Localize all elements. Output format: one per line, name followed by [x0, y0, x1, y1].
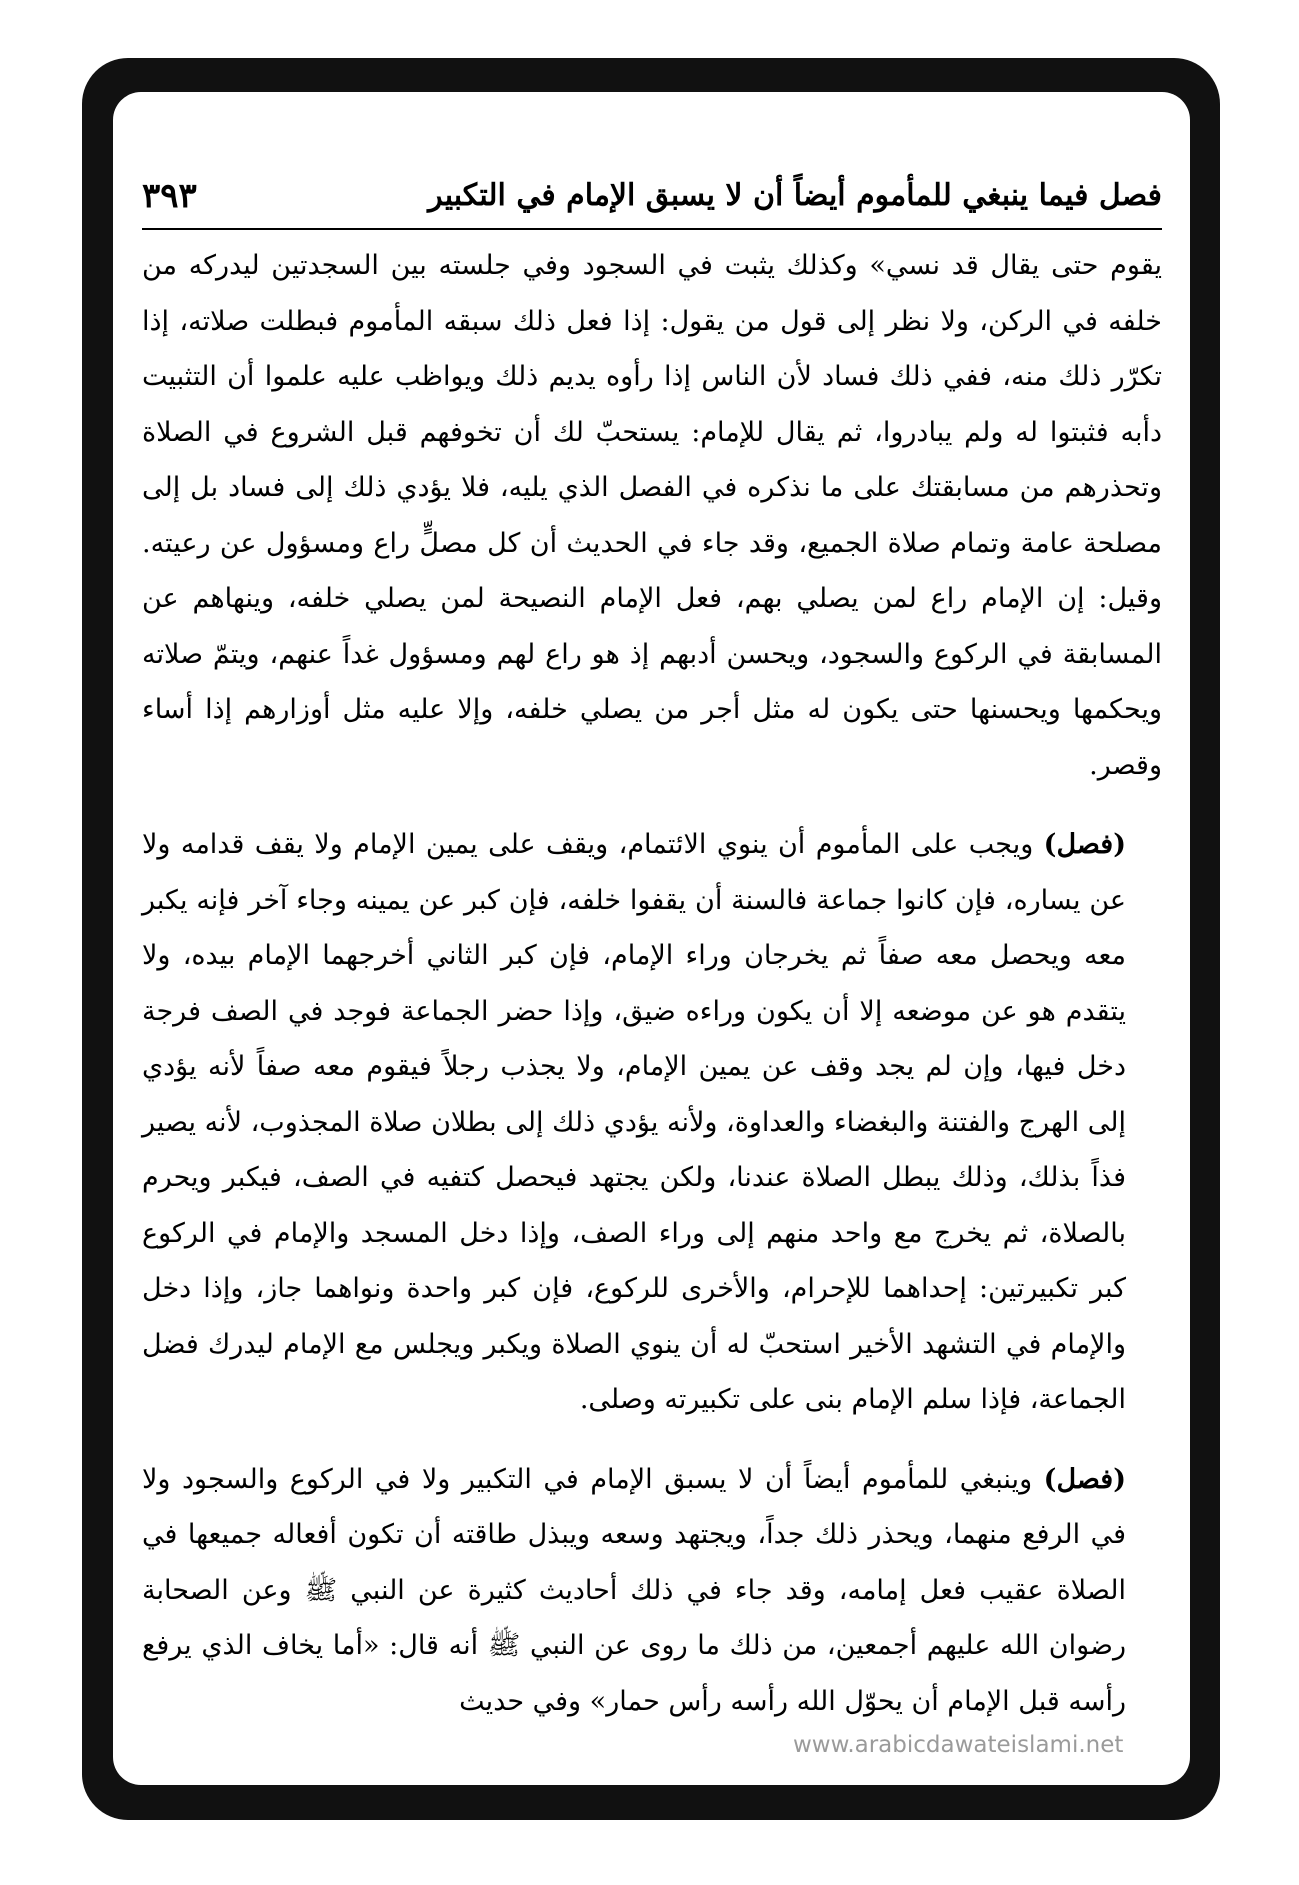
paragraph-3-text: وينبغي للمأموم أيضاً أن لا يسبق الإمام في التكبير ولا في الركوع والسجود ولا في الرفع منهما، ويحذر ذلك جداً، ويجتهد وسعه ويبذل طاقته أن تكون أفعاله جميعها في الصلاة عقيب فعل إمامه، وقد جاء في ذلك أحاديث كثيرة عن النبي ﷺ وعن الصحابة رضوان الله عليهم أجمعين، من ذلك ما روى عن النبي ﷺ أنه قال: «أما يخاف الذي يرفع رأسه قبل الإمام أن يحوّل الله رأسه رأس حمار» وفي حديث	[142, 1463, 1126, 1717]
section-marker: (فصل)	[1043, 829, 1126, 860]
paragraph-2-text: ويجب على المأموم أن ينوي الائتمام، ويقف على يمين الإمام ولا يقف قدامه ولا عن يساره، فإن كانوا جماعة فالسنة أن يقفوا خلفه، فإن كبر عن يمينه وجاء آخر فإنه يكبر معه ويحصل معه صفاً ثم يخرجان وراء الإمام، فإن كبر الثاني أخرجهما الإمام بيده، ولا يتقدم هو عن موضعه إلا أن يكون وراءه ضيق، وإذا حضر الجماعة فوجد في الصف فرجة دخل فيها، وإن لم يجد وقف عن يمين الإمام، ولا يجذب رجلاً فيقوم معه صفاً لأنه يؤدي إلى الهرج والفتنة والبغضاء والعداوة، ولأنه يؤدي ذلك إلى بطلان صلاة المجذوب، لأنه يصير فذاً بذلك، وذلك يبطل الصلاة عندنا، ولكن يجتهد فيحصل كتفيه في الصف، فيكبر ويحرم بالصلاة، ثم يخرج مع واحد منهم إلى وراء الصف، وإذا دخل المسجد والإمام في الركوع كبر تكبيرتين: إحداهما للإحرام، والأخرى للركوع، فإن كبر واحدة ونواهما جاز، وإذا دخل والإمام في التشهد الأخير استحبّ له أن ينوي الصلاة ويكبر ويجلس مع الإمام ليدرك فضل الجماعة، فإذا سلم الإمام بنى على تكبيرته وصلى.	[142, 829, 1127, 1415]
paragraph-1-text: يقوم حتى يقال قد نسي» وكذلك يثبت في السجود وفي جلسته بين السجدتين ليدركه من خلفه في الركن، ولا نظر إلى قول من يقول: إذا فعل ذلك سبقه المأموم فبطلت صلاته، إذا تكرّر ذلك منه، ففي ذلك فساد لأن الناس إذا رأوه يديم ذلك ويواظب عليه علموا أن التثبيت دأبه فثبتوا له ولم يبادروا، ثم يقال للإمام: يستحبّ لك أن تخوفهم قبل الشروع في الصلاة وتحذرهم من مسابقتك على ما نذكره في الفصل الذي يليه، فلا يؤدي ذلك إلى فساد بل إلى مصلحة عامة وتمام صلاة الجميع، وقد جاء في الحديث أن كل مصلٍّ راع ومسؤول عن رعيته. وقيل: إن الإمام راع لمن يصلي بهم، فعل الإمام النصيحة لمن يصلي خلفه، وينهاهم عن المسابقة في الركوع والسجود، ويحسن أدبهم إذ هو راع لهم ومسؤول غداً عنهم، ويتمّ صلاته ويحكمها ويحسنها حتى يكون له مثل أجر من يصلي خلفه، وإلا عليه مثل أوزارهم إذا أساء وقصر.	[142, 250, 1162, 781]
paragraph-1	[142, 238, 1162, 793]
watermark: www.arabicdawateislami.net	[793, 1732, 1124, 1758]
header-title: فصل فيما ينبغي للمأموم أيضاً أن لا يسبق الإمام في التكبير	[428, 178, 1162, 213]
running-header	[142, 172, 1162, 230]
section-marker: (فصل)	[1043, 1463, 1126, 1495]
paragraph-3	[142, 1452, 1162, 1730]
body-text	[142, 238, 1162, 1729]
page-number: ٣٩٣	[142, 176, 197, 216]
paragraph-2	[142, 817, 1162, 1428]
